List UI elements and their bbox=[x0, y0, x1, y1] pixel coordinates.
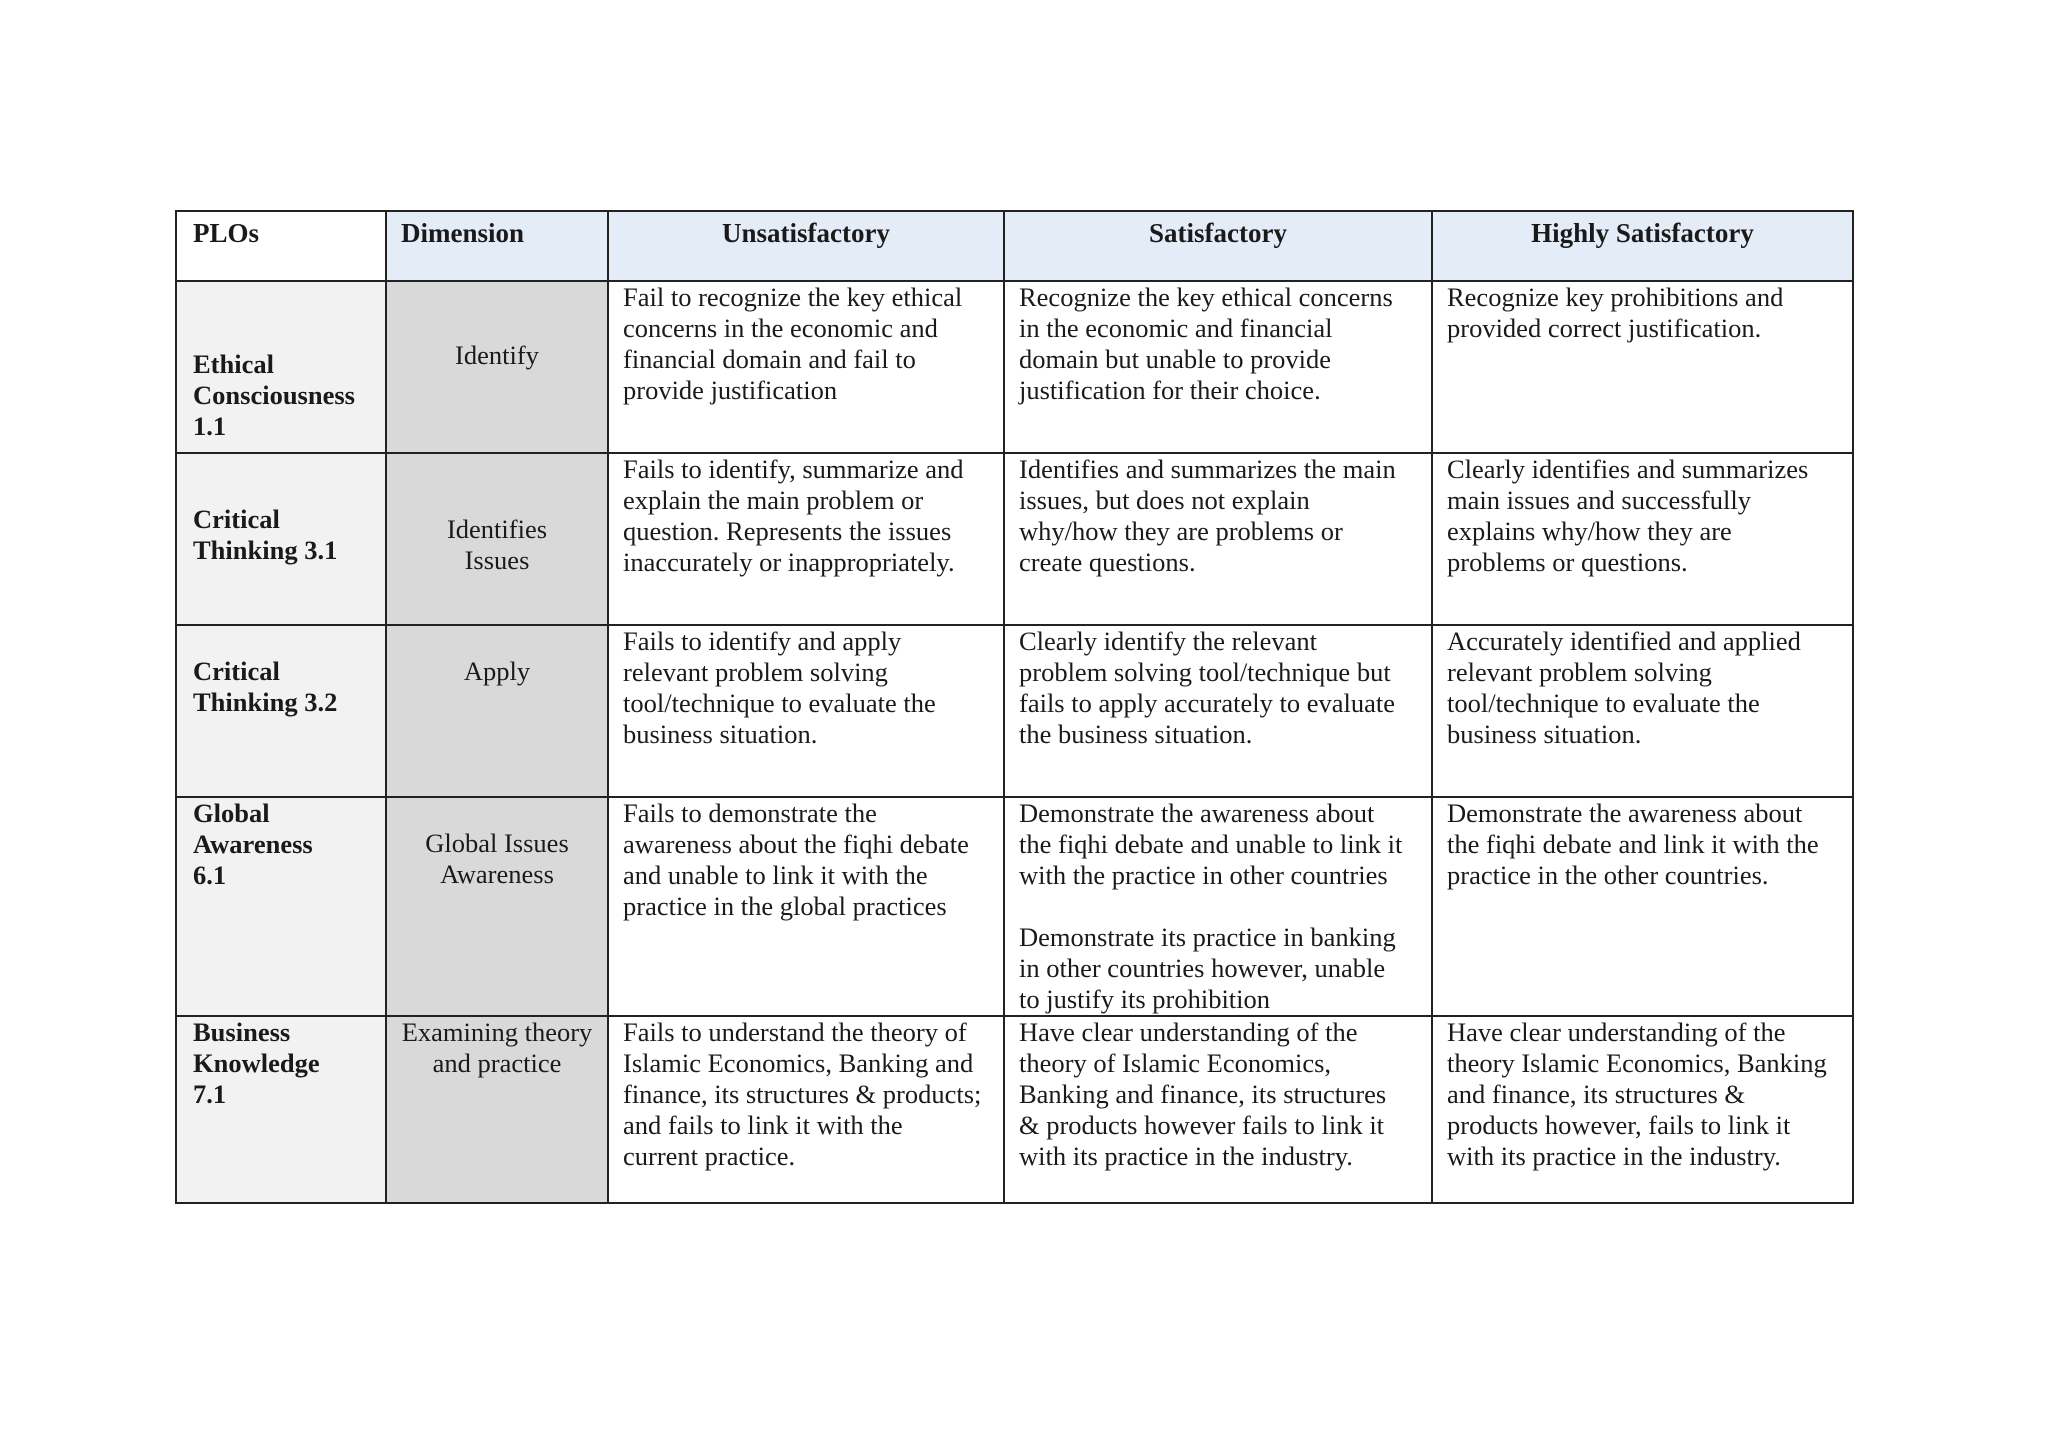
desc-line: provided correct justification. bbox=[1447, 313, 1762, 343]
desc-line: explain the main problem or bbox=[623, 485, 924, 515]
desc-line: theory Islamic Economics, Banking bbox=[1447, 1048, 1827, 1078]
desc-line: Recognize the key ethical concerns bbox=[1019, 282, 1393, 312]
desc-line: create questions. bbox=[1019, 547, 1196, 577]
dimension-line: and practice bbox=[432, 1048, 562, 1078]
desc-line: justification for their choice. bbox=[1019, 375, 1321, 405]
dimension-cell bbox=[386, 1016, 608, 1203]
desc-line: Fails to demonstrate the bbox=[623, 798, 877, 828]
plo-line: 6.1 bbox=[193, 860, 227, 890]
table-row bbox=[176, 797, 1853, 1016]
desc-line: problem solving tool/technique but bbox=[1019, 657, 1391, 687]
desc-line: problems or questions. bbox=[1447, 547, 1688, 577]
satisfactory-cell bbox=[1004, 625, 1432, 797]
plo-line: Critical bbox=[193, 656, 280, 686]
plo-line: Critical bbox=[193, 504, 280, 534]
dimension-line: Awareness bbox=[440, 859, 554, 889]
desc-line: Demonstrate its practice in banking bbox=[1019, 922, 1396, 952]
desc-line: why/how they are problems or bbox=[1019, 516, 1343, 546]
dimension-line: Apply bbox=[463, 656, 531, 686]
desc-line: and unable to link it with the bbox=[623, 860, 928, 890]
desc-line: Fails to identify and apply bbox=[623, 626, 902, 656]
table-row bbox=[176, 453, 1853, 625]
desc-line: the business situation. bbox=[1019, 719, 1253, 749]
dimension-line: Identifies bbox=[446, 514, 548, 544]
desc-line: Have clear understanding of the bbox=[1019, 1017, 1358, 1047]
dimension-line: Identify bbox=[455, 340, 539, 370]
unsatisfactory-cell bbox=[608, 453, 1004, 625]
table-row bbox=[176, 1016, 1853, 1203]
desc-line: the fiqhi debate and link it with the bbox=[1447, 829, 1819, 859]
desc-line: business situation. bbox=[623, 719, 818, 749]
satisfactory-cell bbox=[1004, 1016, 1432, 1203]
plo-line: 1.1 bbox=[193, 411, 227, 441]
desc-line: financial domain and fail to bbox=[623, 344, 916, 374]
desc-line: Identifies and summarizes the main bbox=[1019, 454, 1396, 484]
dimension-line: Global Issues bbox=[425, 828, 569, 858]
desc-line: concerns in the economic and bbox=[623, 313, 938, 343]
desc-line: and finance, its structures & bbox=[1447, 1079, 1746, 1109]
desc-line: in other countries however, unable bbox=[1019, 953, 1386, 983]
plo-line: Knowledge bbox=[193, 1048, 320, 1078]
desc-line: Demonstrate the awareness about bbox=[1447, 798, 1803, 828]
desc-line: with the practice in other countries bbox=[1019, 860, 1388, 890]
desc-line: Fail to recognize the key ethical bbox=[623, 282, 963, 312]
desc-line: Clearly identifies and summarizes bbox=[1447, 454, 1809, 484]
desc-line: current practice. bbox=[623, 1141, 796, 1171]
unsatisfactory-cell bbox=[608, 1016, 1004, 1203]
desc-line: with its practice in the industry. bbox=[1447, 1141, 1781, 1171]
desc-line: to justify its prohibition bbox=[1019, 984, 1271, 1014]
highly-satisfactory-cell bbox=[1432, 1016, 1853, 1203]
desc-line: business situation. bbox=[1447, 719, 1642, 749]
plo-line: Awareness bbox=[193, 829, 313, 859]
satisfactory-cell bbox=[1004, 281, 1432, 453]
desc-line: Recognize key prohibitions and bbox=[1447, 282, 1784, 312]
desc-line: products however, fails to link it bbox=[1447, 1110, 1791, 1140]
table-row bbox=[176, 281, 1853, 453]
dimension-cell bbox=[386, 281, 608, 453]
header-dimension: Dimension bbox=[386, 211, 608, 281]
plo-line: Global bbox=[193, 798, 270, 828]
desc-line: tool/technique to evaluate the bbox=[1447, 688, 1760, 718]
unsatisfactory-cell bbox=[608, 625, 1004, 797]
plo-line: Consciousness bbox=[193, 380, 355, 410]
desc-line: practice in the other countries. bbox=[1447, 860, 1769, 890]
satisfactory-cell bbox=[1004, 797, 1432, 1016]
desc-line: tool/technique to evaluate the bbox=[623, 688, 936, 718]
dimension-cell bbox=[386, 453, 608, 625]
desc-line: theory of Islamic Economics, bbox=[1019, 1048, 1332, 1078]
desc-line: domain but unable to provide bbox=[1019, 344, 1332, 374]
plo-line: 7.1 bbox=[193, 1079, 227, 1109]
unsatisfactory-cell bbox=[608, 797, 1004, 1016]
desc-line: Fails to identify, summarize and bbox=[623, 454, 964, 484]
highly-satisfactory-cell bbox=[1432, 625, 1853, 797]
rubric-table bbox=[175, 210, 1854, 1204]
header-satisfactory: Satisfactory bbox=[1004, 211, 1432, 281]
desc-line: in the economic and financial bbox=[1019, 313, 1333, 343]
plo-cell bbox=[176, 1016, 386, 1203]
desc-line: the fiqhi debate and unable to link it bbox=[1019, 829, 1403, 859]
desc-line: Islamic Economics, Banking and bbox=[623, 1048, 974, 1078]
desc-line: Banking and finance, its structures bbox=[1019, 1079, 1387, 1109]
desc-line: and fails to link it with the bbox=[623, 1110, 903, 1140]
desc-line: fails to apply accurately to evaluate bbox=[1019, 688, 1395, 718]
highly-satisfactory-cell bbox=[1432, 453, 1853, 625]
dimension-cell bbox=[386, 797, 608, 1016]
plo-line: Thinking 3.2 bbox=[193, 687, 338, 717]
desc-line: Demonstrate the awareness about bbox=[1019, 798, 1375, 828]
desc-line: & products however fails to link it bbox=[1019, 1110, 1385, 1140]
header-row bbox=[176, 211, 1853, 281]
desc-line: explains why/how they are bbox=[1447, 516, 1732, 546]
desc-line: relevant problem solving bbox=[623, 657, 888, 687]
desc-line: inaccurately or inappropriately. bbox=[623, 547, 955, 577]
desc-line: issues, but does not explain bbox=[1019, 485, 1310, 515]
desc-line: relevant problem solving bbox=[1447, 657, 1712, 687]
dimension-line: Issues bbox=[464, 545, 530, 575]
satisfactory-cell bbox=[1004, 453, 1432, 625]
paragraph-gap bbox=[1019, 891, 1423, 922]
plo-cell bbox=[176, 281, 386, 453]
dimension-line: Examining theory bbox=[401, 1017, 593, 1047]
header-unsatisfactory: Unsatisfactory bbox=[608, 211, 1004, 281]
plo-line: Ethical bbox=[193, 349, 274, 379]
plo-cell bbox=[176, 453, 386, 625]
highly-satisfactory-cell bbox=[1432, 281, 1853, 453]
desc-line: practice in the global practices bbox=[623, 891, 947, 921]
header-plos: PLOs bbox=[176, 211, 386, 281]
highly-satisfactory-cell bbox=[1432, 797, 1853, 1016]
desc-line: Accurately identified and applied bbox=[1447, 626, 1801, 656]
desc-line: question. Represents the issues bbox=[623, 516, 952, 546]
desc-line: Clearly identify the relevant bbox=[1019, 626, 1318, 656]
plo-line: Business bbox=[193, 1017, 291, 1047]
header-highly-satisfactory: Highly Satisfactory bbox=[1432, 211, 1853, 281]
plo-line: Thinking 3.1 bbox=[193, 535, 338, 565]
desc-line: main issues and successfully bbox=[1447, 485, 1751, 515]
plo-cell bbox=[176, 625, 386, 797]
dimension-cell bbox=[386, 625, 608, 797]
desc-line: provide justification bbox=[623, 375, 838, 405]
plo-cell bbox=[176, 797, 386, 1016]
desc-line: awareness about the fiqhi debate bbox=[623, 829, 969, 859]
desc-line: Fails to understand the theory of bbox=[623, 1017, 967, 1047]
unsatisfactory-cell bbox=[608, 281, 1004, 453]
desc-line: with its practice in the industry. bbox=[1019, 1141, 1353, 1171]
table-row bbox=[176, 625, 1853, 797]
desc-line: Have clear understanding of the bbox=[1447, 1017, 1786, 1047]
desc-line: finance, its structures & products; bbox=[623, 1079, 982, 1109]
